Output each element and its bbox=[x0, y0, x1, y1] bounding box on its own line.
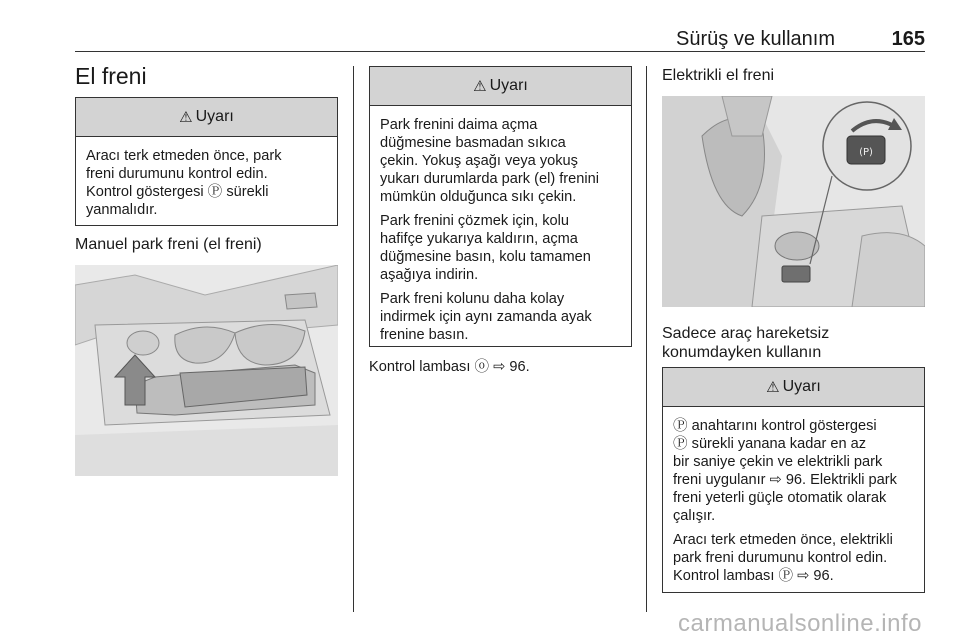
subheading-line: konumdayken kullanın bbox=[662, 344, 822, 361]
warning-box-header bbox=[663, 368, 924, 407]
warning-title: Uyarı bbox=[782, 378, 821, 395]
warning-line: freni yeterli güçle otomatik olarak bbox=[673, 490, 887, 506]
warning-box-1 bbox=[75, 97, 338, 226]
warning-line: Aracı terk etmeden önce, elektrikli bbox=[673, 532, 893, 548]
warning-line: mümkün olduğunca sıkı çekin. bbox=[380, 189, 577, 205]
warning-box-2 bbox=[369, 66, 632, 347]
page-number: 165 bbox=[891, 28, 925, 50]
control-lamp-note: Kontrol lambası ⓞ ⇨ 96. bbox=[369, 359, 530, 375]
warning-paragraph bbox=[380, 290, 621, 344]
warning-line: park freni durumunu kontrol edin. bbox=[673, 550, 888, 566]
warning-paragraph bbox=[673, 417, 914, 525]
warning-line: Aracı terk etmeden önce, park bbox=[86, 148, 282, 164]
electric-brake-heading: Elektrikli el freni bbox=[662, 67, 775, 84]
warning-line: yukarı durumlarda park (el) frenini bbox=[380, 171, 599, 187]
header-rule bbox=[75, 51, 925, 52]
section-title: Sürüş ve kullanım bbox=[676, 28, 835, 50]
warning-line: indirmek için aynı zamanda ayak bbox=[380, 309, 592, 325]
warning-triangle-icon: ⚠ bbox=[179, 109, 193, 126]
warning-triangle-icon: ⚠ bbox=[473, 78, 487, 95]
warning-paragraph bbox=[380, 212, 621, 284]
warning-line: aşağıya indirin. bbox=[380, 267, 479, 283]
column-divider-1 bbox=[353, 66, 354, 612]
warning-line: Kontrol göstergesi Ⓟ sürekli bbox=[86, 184, 269, 200]
warning-line: yanmalıdır. bbox=[86, 202, 158, 218]
warning-box-3 bbox=[662, 367, 925, 593]
warning-box-header bbox=[76, 98, 337, 137]
warning-line: düğmesine basın, kolu tamamen bbox=[380, 249, 591, 265]
warning-line: Park frenini çözmek için, kolu bbox=[380, 213, 569, 229]
warning-line: çekin. Yokuş aşağı veya yokuş bbox=[380, 153, 578, 169]
watermark: carmanualsonline.info bbox=[678, 610, 922, 637]
warning-line: çalışır. bbox=[673, 508, 716, 524]
warning-line: Park frenini daima açma bbox=[380, 117, 538, 133]
warning-line: freni uygulanır ⇨ 96. Elektrikli park bbox=[673, 472, 897, 488]
manual-brake-subheading: Manuel park freni (el freni) bbox=[75, 236, 262, 253]
warning-title: Uyarı bbox=[489, 77, 528, 94]
page-heading: El freni bbox=[75, 63, 147, 89]
warning-body bbox=[76, 137, 337, 227]
electric-parking-brake-illustration bbox=[662, 96, 925, 307]
warning-line: frenine basın. bbox=[380, 327, 469, 343]
running-header bbox=[75, 28, 925, 50]
warning-box-header bbox=[370, 67, 631, 106]
warning-title: Uyarı bbox=[195, 108, 234, 125]
warning-line: freni durumunu kontrol edin. bbox=[86, 166, 268, 182]
warning-line: Park freni kolunu daha kolay bbox=[380, 291, 565, 307]
warning-paragraph bbox=[673, 531, 914, 585]
svg-text:(P): (P) bbox=[859, 147, 873, 158]
subheading-line: Sadece araç hareketsiz bbox=[662, 325, 830, 342]
warning-line: Ⓟ anahtarını kontrol göstergesi bbox=[673, 418, 877, 434]
warning-line: hafifçe yukarıya kaldırın, açma bbox=[380, 231, 578, 247]
warning-line: düğmesine basmadan sıkıca bbox=[380, 135, 566, 151]
warning-triangle-icon: ⚠ bbox=[766, 379, 780, 396]
warning-paragraph bbox=[380, 116, 621, 206]
warning-line: Ⓟ sürekli yanana kadar en az bbox=[673, 436, 867, 452]
column-divider-2 bbox=[646, 66, 647, 612]
warning-body bbox=[663, 407, 924, 593]
warning-body bbox=[370, 106, 631, 352]
warning-line: Kontrol lambası Ⓟ ⇨ 96. bbox=[673, 568, 834, 584]
manual-handbrake-illustration bbox=[75, 265, 338, 476]
warning-line: bir saniye çekin ve elektrikli park bbox=[673, 454, 883, 470]
stationary-only-subheading bbox=[662, 324, 829, 362]
